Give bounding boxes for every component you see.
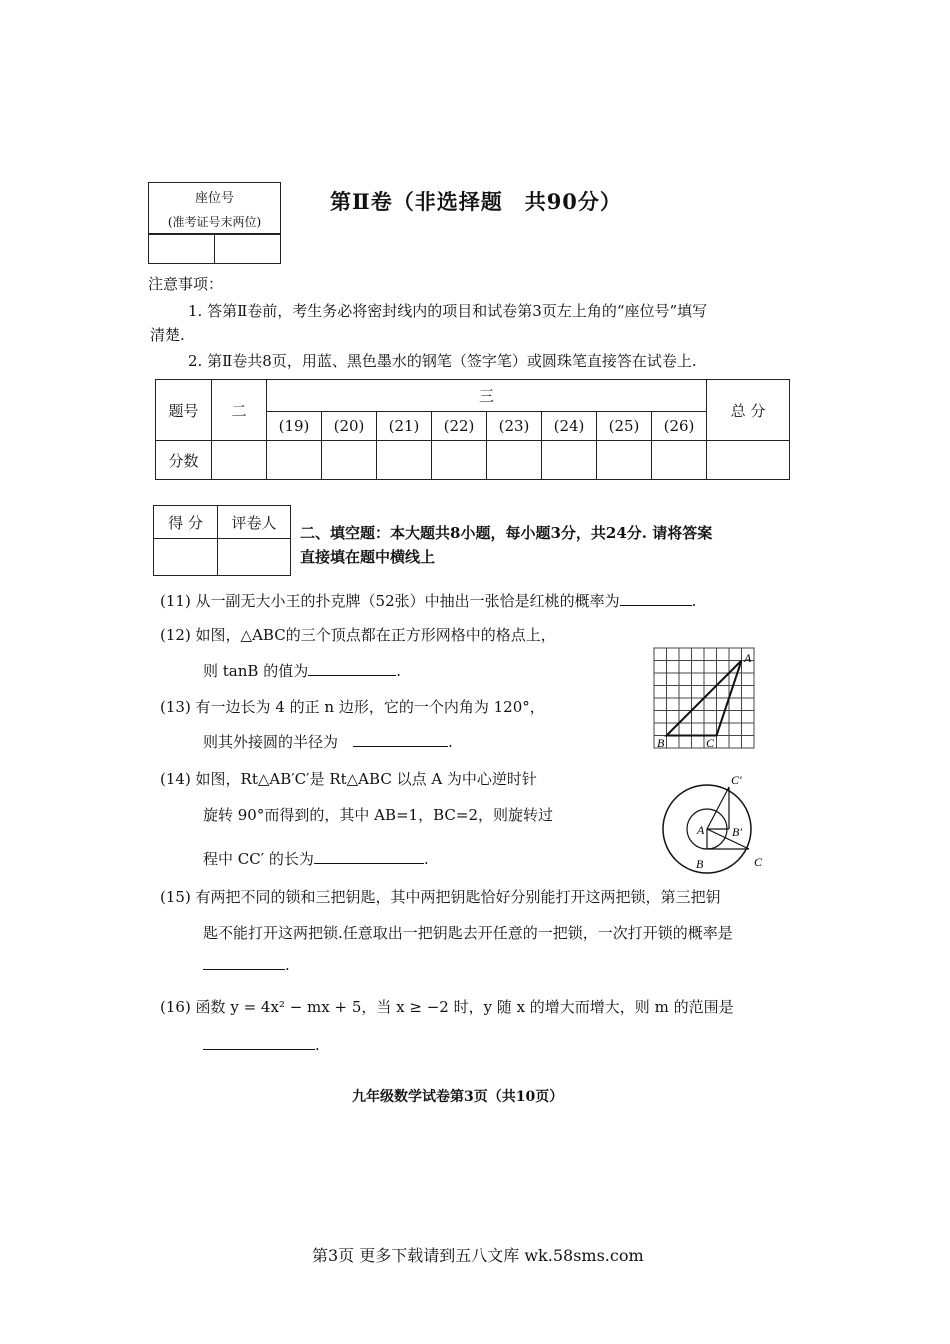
row-label-score: 分数: [156, 441, 212, 480]
answer-blank[interactable]: [353, 745, 448, 747]
header-total: 总 分: [707, 380, 790, 441]
score-cell[interactable]: [212, 441, 267, 480]
section-title: 第Ⅱ卷（非选择题 共90分）: [330, 189, 622, 214]
label-c: C: [754, 855, 763, 869]
question-13-cont: 则其外接圆的半径为 .: [203, 733, 453, 751]
label-c-prime: C′: [731, 773, 742, 787]
seat-digit-1[interactable]: [149, 235, 215, 264]
label-b: B: [657, 736, 665, 750]
notice-heading: 注意事项：: [148, 275, 224, 293]
defen-cell[interactable]: [154, 539, 218, 576]
pingjuanren-cell[interactable]: [218, 539, 291, 576]
score-cell[interactable]: [432, 441, 487, 480]
label-b: B: [696, 857, 704, 871]
section2-instruction-cont: 直接填在题中横线上: [300, 548, 436, 566]
col-header: (19): [267, 411, 322, 440]
seat-number-cells: [148, 234, 281, 264]
score-cell[interactable]: [487, 441, 542, 480]
question-15: (15) 有两把不同的锁和三把钥匙，其中两把钥匙恰好分别能打开这两把锁，第三把钥: [160, 888, 721, 906]
question-14-cont2: 程中 CC′ 的长为 .: [203, 850, 429, 868]
header-section-3: 三: [267, 380, 707, 412]
header-section-2: 二: [212, 380, 267, 441]
score-cell[interactable]: [707, 441, 790, 480]
watermark: 第3页 更多下载请到五八文库 wk.58sms.com: [312, 1246, 644, 1265]
question-15-cont: 匙不能打开这两把锁.任意取出一把钥匙去开任意的一把锁，一次打开锁的概率是: [203, 924, 733, 942]
score-cell[interactable]: [322, 441, 377, 480]
col-header: (22): [432, 411, 487, 440]
question-12-cont: 则 tanB 的值为 .: [203, 662, 401, 680]
notice-item-2: 2. 第Ⅱ卷共8页，用蓝、黑色墨水的钢笔（签字笔）或圆珠笔直接答在试卷上.: [188, 352, 697, 370]
col-header: (21): [377, 411, 432, 440]
seat-label: 座位号: [149, 183, 281, 210]
defen-label: 得 分: [154, 506, 218, 539]
notice-item-1: 1. 答第Ⅱ卷前，考生务必将密封线内的项目和试卷第3页左上角的“座位号”填写: [188, 302, 708, 320]
score-cell[interactable]: [267, 441, 322, 480]
col-header: (20): [322, 411, 377, 440]
label-a: A: [697, 823, 705, 837]
question-13: (13) 有一边长为 4 的正 n 边形，它的一个内角为 120°，: [160, 698, 545, 716]
question-11: (11) 从一副无大小王的扑克牌（52张）中抽出一张恰是红桃的概率为 .: [160, 592, 697, 610]
grader-table: [153, 505, 291, 576]
figure-12-grid: [650, 643, 760, 753]
question-12: (12) 如图，△ABC的三个顶点都在正方形网格中的格点上，: [160, 626, 556, 644]
question-15-blank: .: [203, 956, 290, 974]
page-footer: 九年级数学试卷第3页（共10页）: [352, 1089, 564, 1105]
section2-instruction: 二、填空题：本大题共8小题，每小题3分，共24分. 请将答案: [300, 524, 713, 542]
label-c: C: [706, 736, 715, 750]
answer-blank[interactable]: [620, 604, 692, 606]
question-14: (14) 如图，Rt△AB′C′是 Rt△ABC 以点 A 为中心逆时针: [160, 770, 537, 788]
col-header: (23): [487, 411, 542, 440]
label-b-prime: B′: [732, 825, 742, 839]
question-16: (16) 函数 y = 4x² − mx + 5，当 x ≥ −2 时，y 随 x 的增大而增大，则 m 的范围是: [160, 998, 734, 1016]
seat-number-box: [148, 182, 281, 234]
col-header: (24): [542, 411, 597, 440]
answer-blank[interactable]: [203, 968, 285, 970]
score-cell[interactable]: [597, 441, 652, 480]
score-cell[interactable]: [542, 441, 597, 480]
label-a: A: [744, 651, 752, 665]
seat-digit-2[interactable]: [215, 235, 281, 264]
question-14-cont: 旋转 90°而得到的，其中 AB=1，BC=2，则旋转过: [203, 806, 553, 824]
col-header: (26): [652, 411, 707, 440]
header-tihao: 题号: [156, 380, 212, 441]
col-header: (25): [597, 411, 652, 440]
score-cell[interactable]: [652, 441, 707, 480]
score-table: [155, 379, 790, 480]
question-16-blank: .: [203, 1036, 320, 1054]
figure-14-rotation: [652, 770, 770, 880]
answer-blank[interactable]: [308, 674, 396, 676]
answer-blank[interactable]: [314, 862, 424, 864]
pingjuanren-label: 评卷人: [218, 506, 291, 539]
notice-item-1-cont: 清楚.: [150, 326, 185, 344]
seat-sublabel: (准考证号末两位): [149, 209, 281, 234]
answer-blank[interactable]: [203, 1048, 315, 1050]
score-cell[interactable]: [377, 441, 432, 480]
